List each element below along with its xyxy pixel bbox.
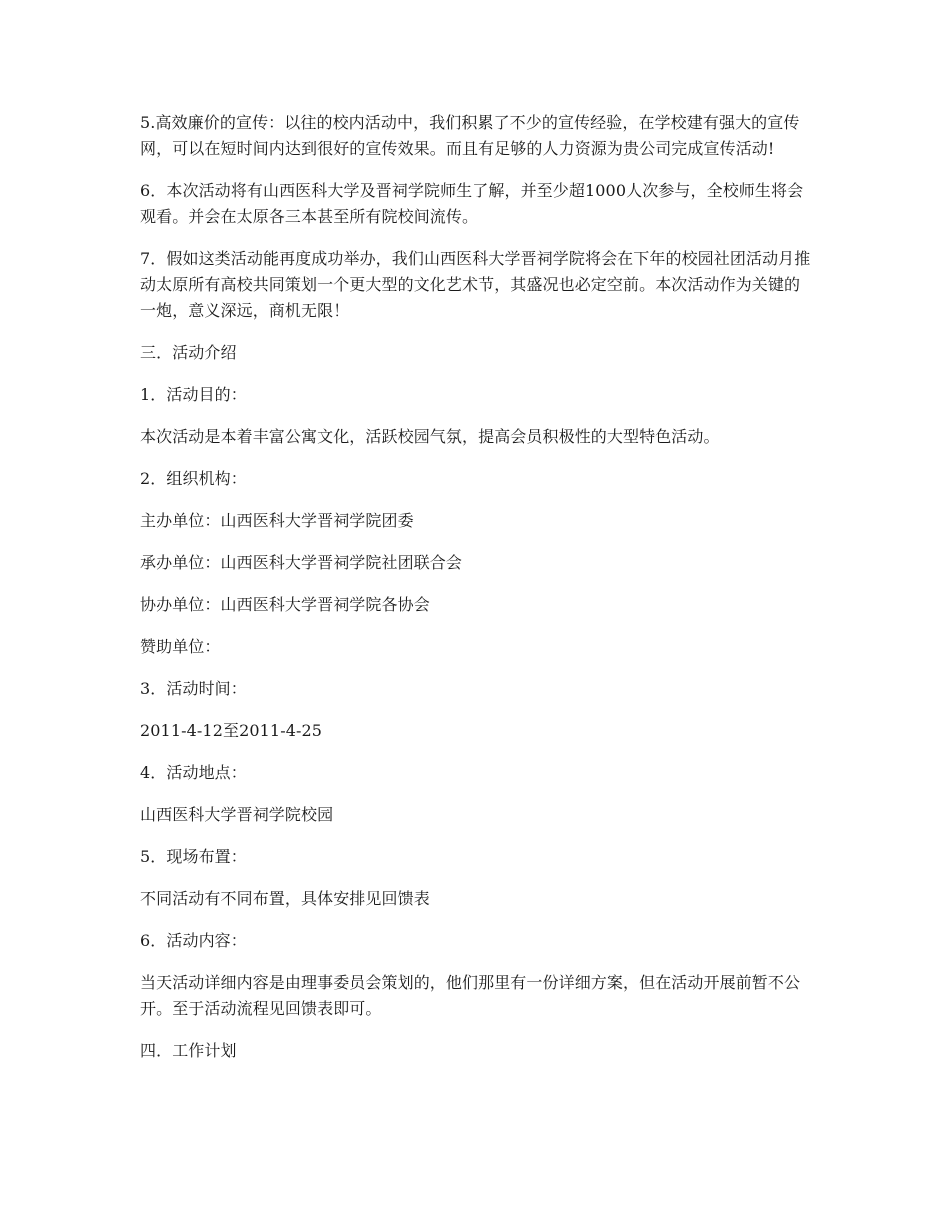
- subheading-organization: 2．组织机构：: [140, 469, 247, 488]
- subheading-activity-time: 3．活动时间：: [140, 679, 247, 698]
- paragraph-activity-purpose: 本次活动是本着丰富公寓文化，活跃校园气氛，提高会员积极性的大型特色活动。: [140, 427, 720, 446]
- document-body: [140, 110, 812, 1080]
- subheading-activity-location: 4．活动地点：: [140, 763, 247, 782]
- section-heading-activity-intro: 三．活动介绍: [140, 343, 237, 362]
- subheading-activity-purpose: 1．活动目的：: [140, 385, 247, 404]
- paragraph-host: 主办单位：山西医科大学晋祠学院团委: [140, 511, 414, 530]
- subheading-activity-content: 6．活动内容：: [140, 931, 247, 950]
- paragraph-co-organizer: 协办单位：山西医科大学晋祠学院各协会: [140, 595, 430, 614]
- section-heading-work-plan: 四．工作计划: [140, 1041, 237, 1060]
- paragraph-publicity-advantage: 5.高效廉价的宣传：以往的校内活动中，我们积累了不少的宣传经验，在学校建有强大的宣传网，可以在短时间内达到很好的宣传效果。而且有足够的人力资源为贵公司完成宣传活动!: [140, 113, 800, 158]
- paragraph-organizer: 承办单位：山西医科大学晋祠学院社团联合会: [140, 553, 463, 572]
- paragraph-future-festival: 7．假如这类活动能再度成功举办，我们山西医科大学晋祠学院将会在下年的校园社团活动月推动太原所有高校共同策划一个更大型的文化艺术节，其盛况也必定空前。本次活动作为关键的一炮，意义深远，商机无限！: [140, 249, 811, 320]
- subheading-venue-setup: 5．现场布置：: [140, 847, 247, 866]
- paragraph-activity-content: 当天活动详细内容是由理事委员会策划的，他们那里有一份详细方案，但在活动开展前暂不公开。至于活动流程见回馈表即可。: [140, 973, 801, 1018]
- paragraph-participation: 6．本次活动将有山西医科大学及晋祠学院师生了解，并至少超1000人次参与，全校师生将会观看。并会在太原各三本甚至所有院校间流传。: [140, 181, 804, 226]
- paragraph-activity-location: 山西医科大学晋祠学院校园: [140, 805, 334, 824]
- paragraph-sponsor: 赞助单位：: [140, 637, 221, 656]
- paragraph-venue-setup: 不同活动有不同布置，具体安排见回馈表: [140, 889, 430, 908]
- paragraph-activity-dates: 2011-4-12至2011-4-25: [140, 721, 323, 740]
